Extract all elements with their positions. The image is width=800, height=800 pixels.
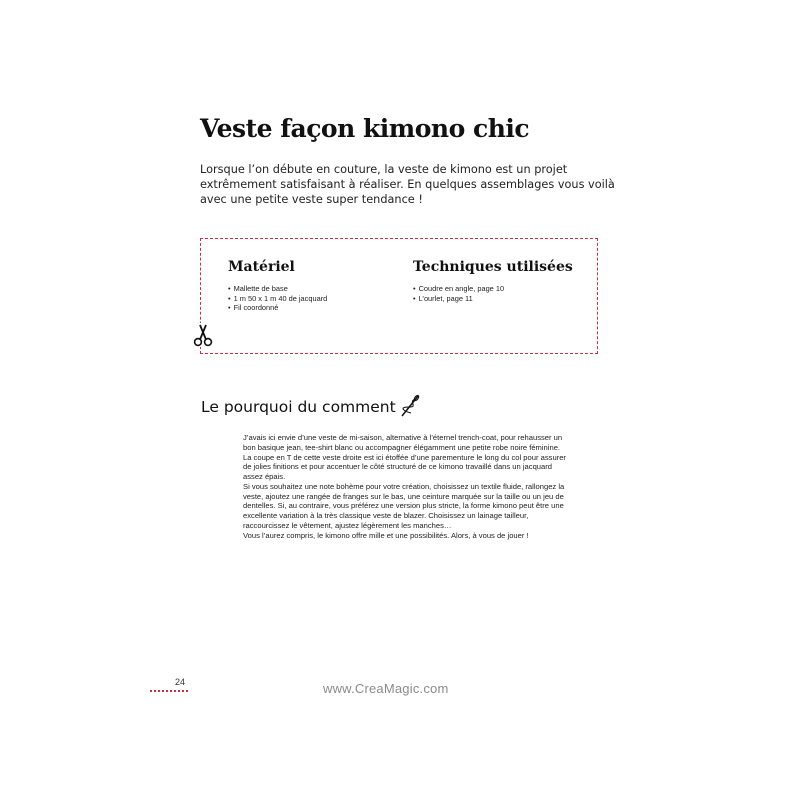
techniques-heading: Techniques utilisées [413,259,573,275]
page-number-dots [150,690,188,692]
section-heading: Le pourquoi du comment [201,398,396,416]
materials-item: • Mallette de base [228,284,327,294]
scissors-icon [193,323,213,347]
materials-heading: Matériel [228,259,295,275]
needle-thread-icon [397,393,423,419]
techniques-item: • Coudre en angle, page 10 [413,284,504,294]
materials-box [200,238,598,354]
materials-list [228,284,327,313]
techniques-list [413,284,504,303]
materials-item: • 1 m 50 x 1 m 40 de jacquard [228,294,327,304]
page-number: 24 [175,677,186,687]
section-body [243,433,573,540]
watermark: www.CreaMagic.com [323,681,449,696]
materials-item: • Fil coordonné [228,303,327,313]
section-paragraph: J’avais ici envie d’une veste de mi-saison, alternative à l’éternel trench-coat, pour rehausser un bon basique jean, tee-shirt blanc ou accompagner élégamment une petite robe noire féminine. [243,433,563,452]
section-paragraph: La coupe en T de cette veste droite est ici étoffée d’une parementure le long du col pour assurer de jolies finitions et pour accentuer le côté structuré de ce kimono travaillé dans un jacquard assez épais. [243,452,566,481]
intro-paragraph: Lorsque l’on débute en couture, la veste de kimono est un projet extrêmement satisfaisant à réaliser. En quelques assemblages vous voilà avec une petite veste super tendance ! [200,163,615,206]
section-paragraph: Si vous souhaitez une note bohème pour votre création, choisissez un textile fluide, rallongez la veste, ajoutez une rangée de franges sur le bas, une ceinture marquée sur la taille ou un jeu de dentelles. Si, au contraire, vous préférez une version plus stricte, la forme kimono peut être une excellente variation à la très classique veste de blazer. Choisissez un lainage tailleur, raccourcissez le vêtement, ajustez légèrement les manches… [243,481,565,530]
techniques-item: • L’ourlet, page 11 [413,294,504,304]
section-paragraph: Vous l’aurez compris, le kimono offre mille et une possibilités. Alors, à vous de jouer ! [243,530,529,540]
page-title: Veste façon kimono chic [200,114,530,143]
